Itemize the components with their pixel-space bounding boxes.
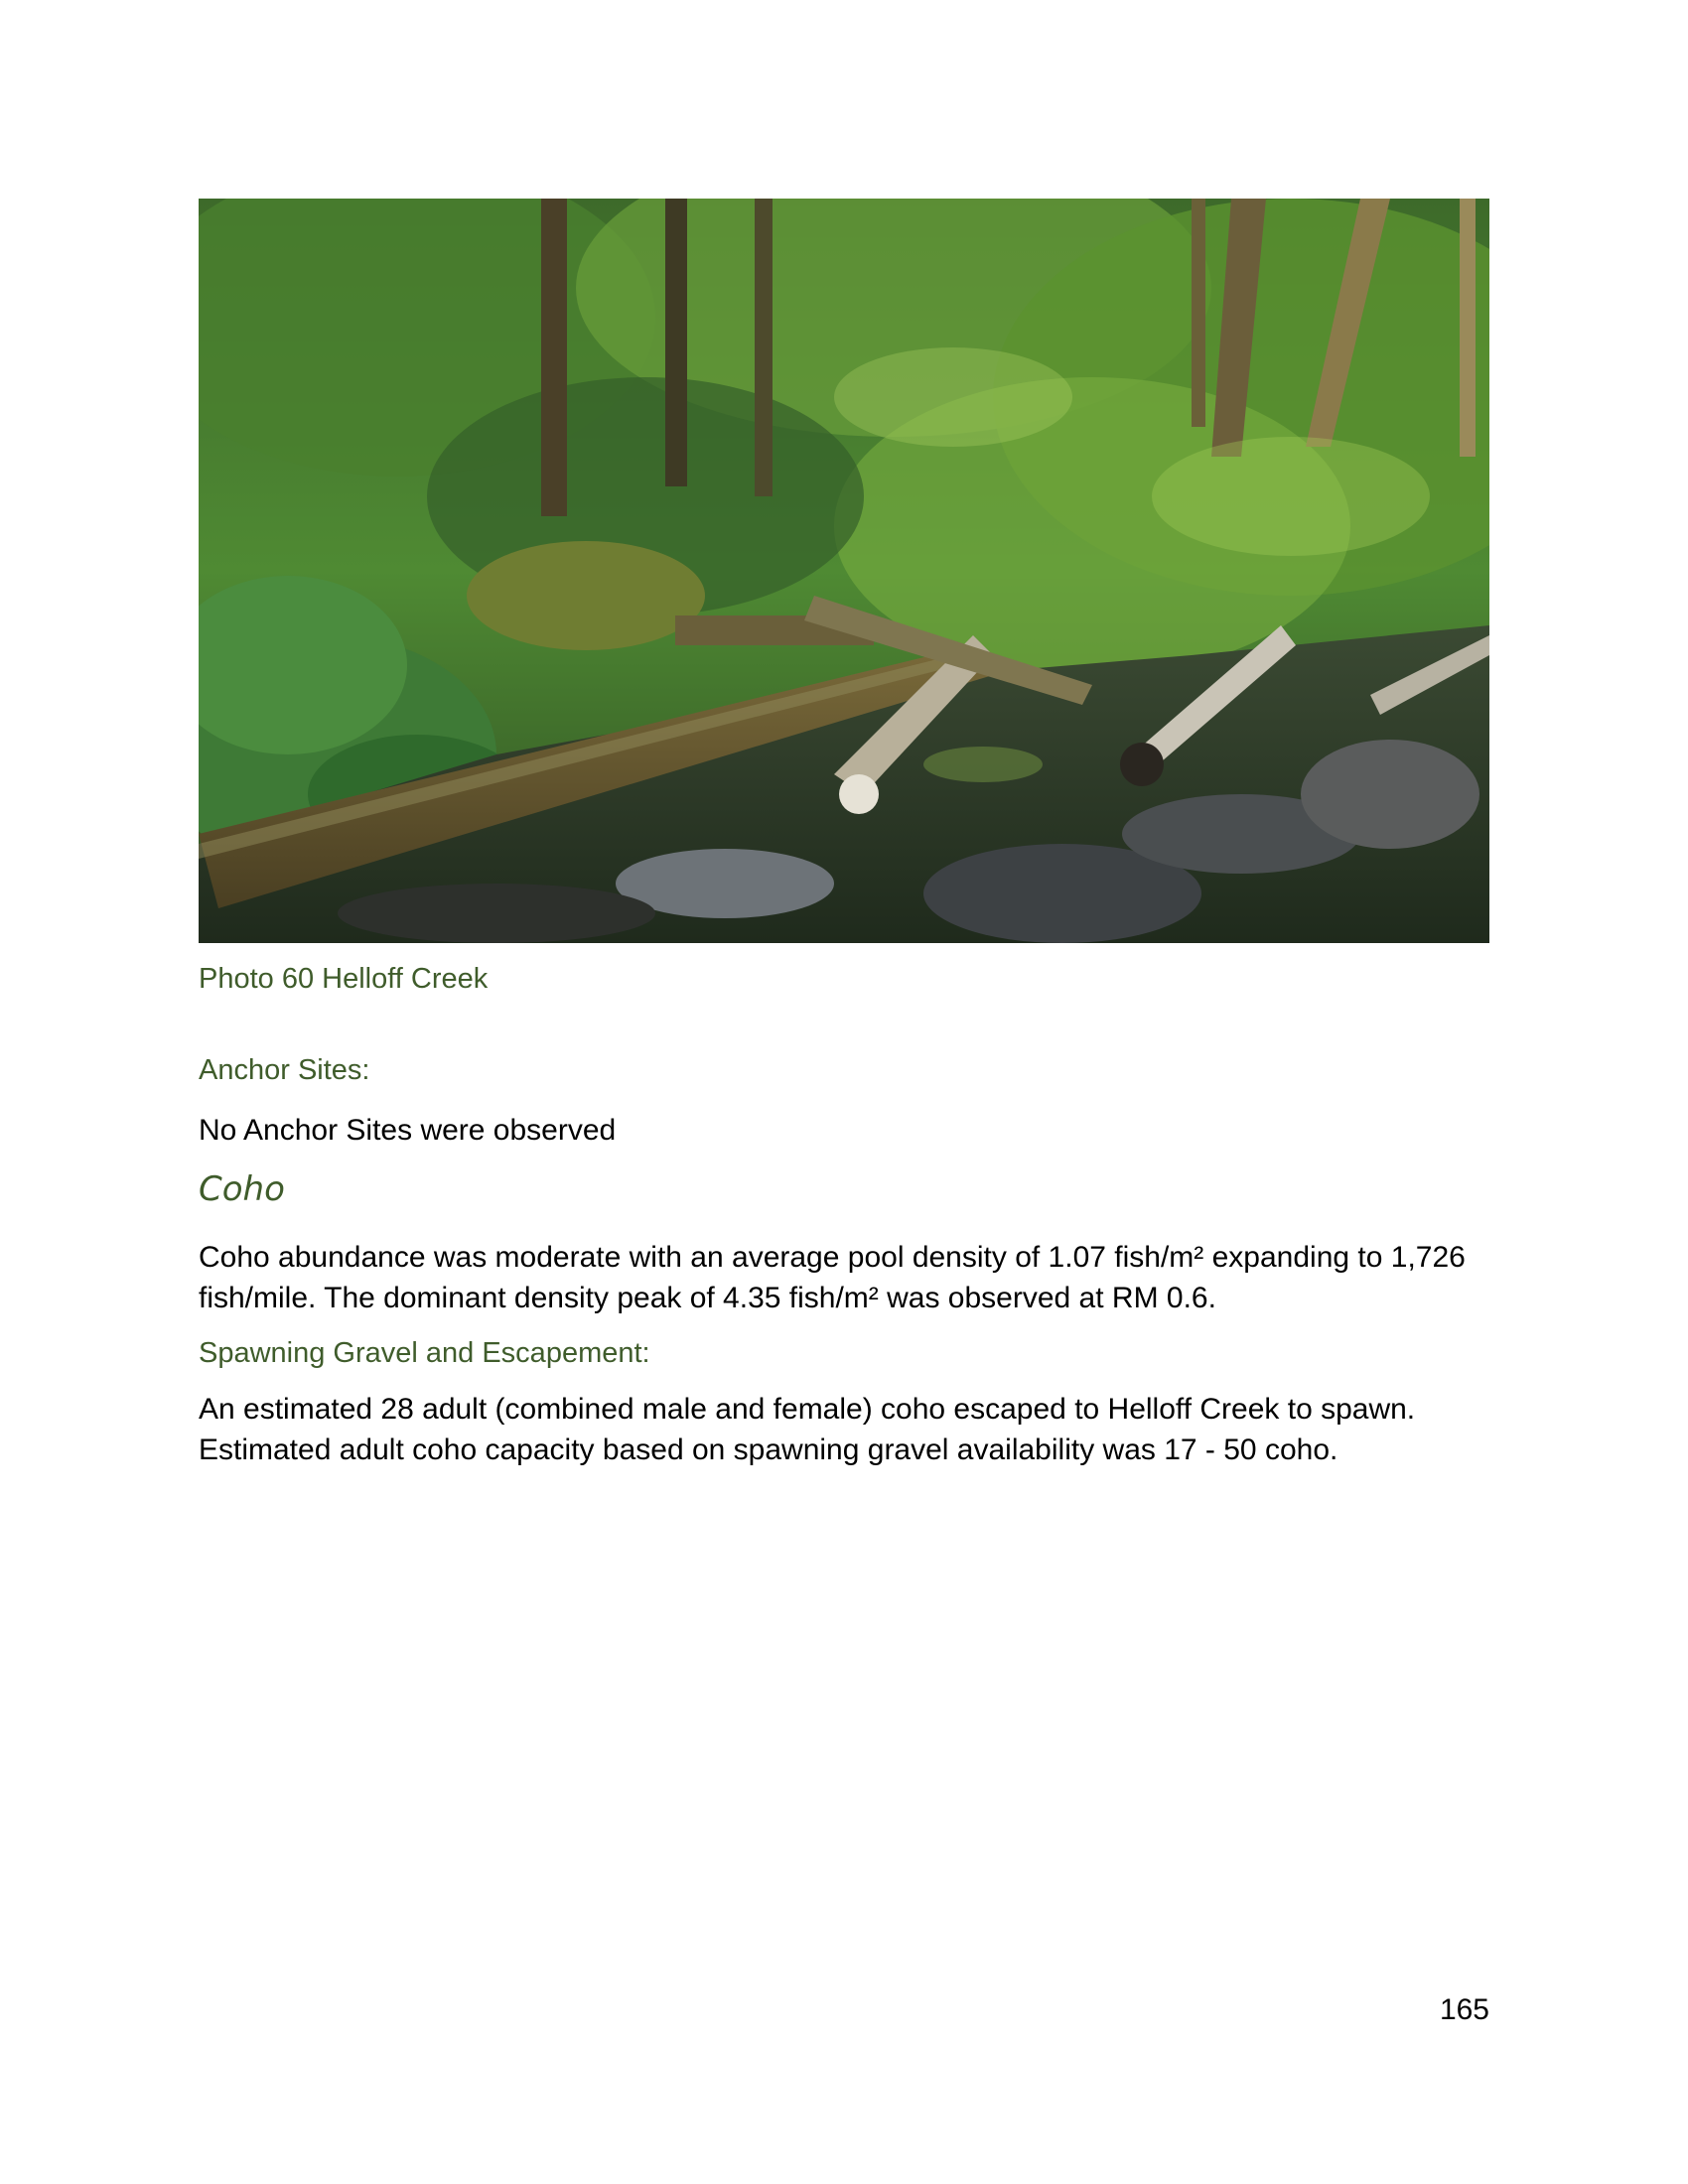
anchor-sites-heading: Anchor Sites: bbox=[199, 1054, 370, 1086]
creek-photo bbox=[199, 199, 1489, 943]
page-number: 165 bbox=[1439, 1993, 1489, 2026]
creek-photo-illustration bbox=[199, 199, 1489, 943]
spawning-gravel-heading: Spawning Gravel and Escapement: bbox=[199, 1337, 650, 1369]
coho-heading: Coho bbox=[199, 1169, 285, 1209]
photo-caption: Photo 60 Helloff Creek bbox=[199, 963, 489, 995]
anchor-sites-text: No Anchor Sites were observed bbox=[199, 1114, 617, 1147]
coho-paragraph: Coho abundance was moderate with an average pool density of 1.07 fish/m² expanding to 1,726 fish/mile. The dominant density peak of 4.35 fish/m² was observed at RM 0.6. bbox=[199, 1241, 1466, 1314]
spawning-gravel-paragraph: An estimated 28 adult (combined male and female) coho escaped to Helloff Creek to spawn. Estimated adult coho capacity based on spawning gravel availability was 17 - 50 coho. bbox=[199, 1393, 1416, 1466]
